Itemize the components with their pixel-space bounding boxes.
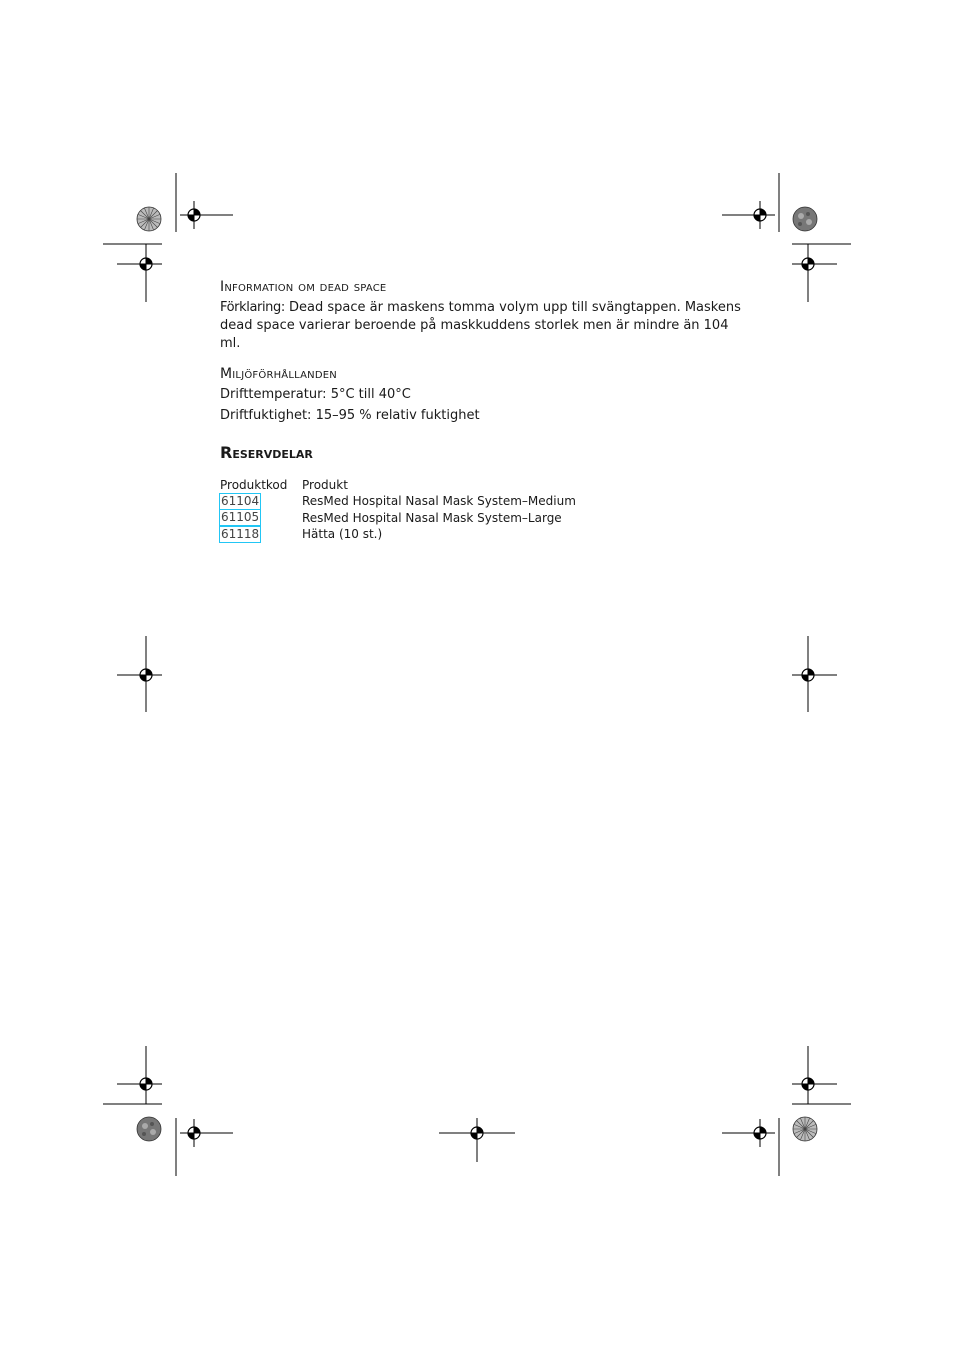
table-header-row bbox=[220, 477, 576, 493]
environment-heading: Miljöförhållanden bbox=[220, 366, 337, 382]
operating-humidity: Driftfuktighet: 15–95 % relativ fuktighet bbox=[220, 408, 480, 423]
product-name: Hätta (10 st.) bbox=[302, 527, 383, 542]
product-code-link[interactable]: 61104 bbox=[221, 493, 260, 508]
page-content bbox=[220, 278, 750, 543]
product-code-link[interactable]: 61105 bbox=[221, 510, 260, 525]
definition-term: Förklaring: bbox=[220, 300, 285, 315]
dead-space-paragraph bbox=[220, 299, 750, 353]
product-code-link[interactable]: 61118 bbox=[221, 526, 260, 541]
dead-space-heading: Information om dead space bbox=[220, 279, 387, 295]
product-name: ResMed Hospital Nasal Mask System–Medium bbox=[302, 494, 576, 509]
spare-parts-table bbox=[220, 477, 576, 543]
product-name: ResMed Hospital Nasal Mask System–Large bbox=[302, 510, 562, 525]
header-product-code: Produktkod bbox=[220, 478, 288, 492]
spare-parts-heading: Reservdelar bbox=[220, 443, 313, 462]
header-product: Produkt bbox=[302, 478, 348, 492]
table-row bbox=[220, 526, 576, 543]
dead-space-text: Dead space är maskens tomma volym upp till svängtappen. Maskens dead space varierar beroende på maskkuddens storlek men är mindre än 104 ml. bbox=[220, 300, 741, 351]
operating-temperature: Drifttemperatur: 5°C till 40°C bbox=[220, 387, 411, 402]
table-row bbox=[220, 510, 576, 527]
table-row bbox=[220, 493, 576, 510]
